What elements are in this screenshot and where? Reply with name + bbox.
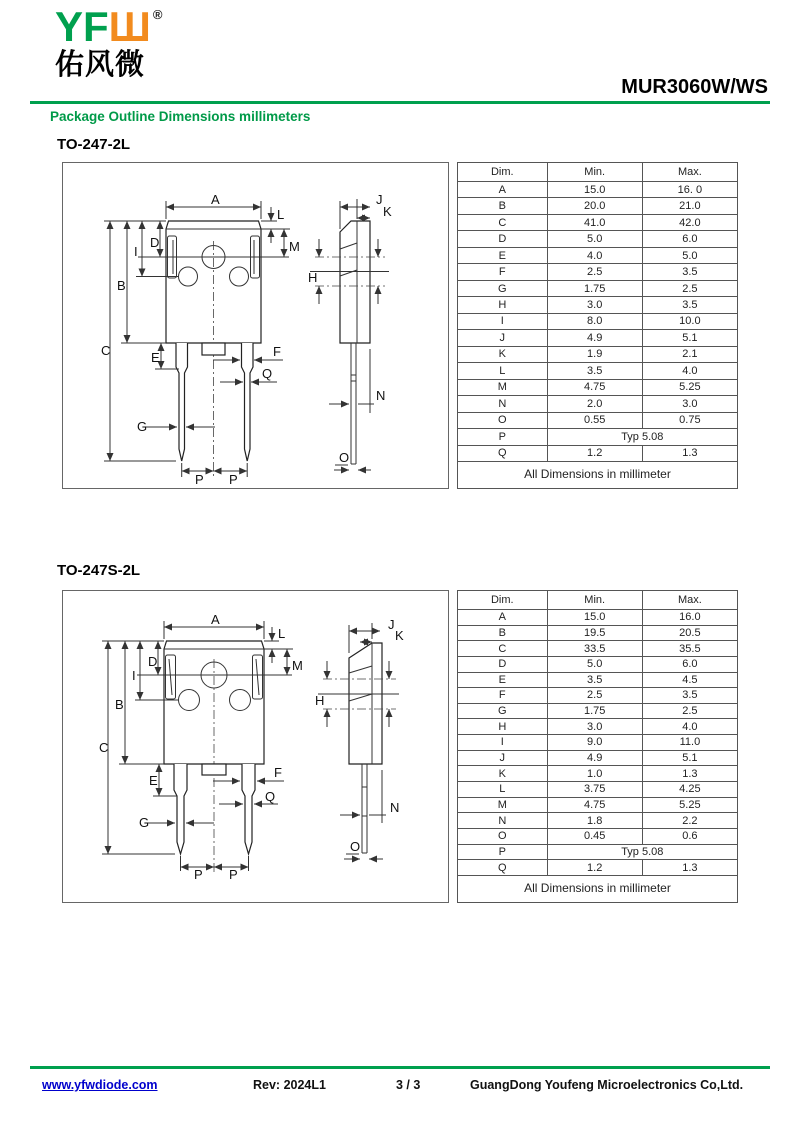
table-row xyxy=(458,828,738,844)
table-footer-row xyxy=(458,876,738,903)
table-cell: 0.75 xyxy=(642,412,737,428)
table-row xyxy=(458,672,738,688)
table-cell: 5.0 xyxy=(547,231,642,247)
table-row xyxy=(458,641,738,657)
table-header-row xyxy=(458,591,738,610)
dimension-letter: M xyxy=(292,658,303,673)
table-cell: G xyxy=(458,280,548,296)
table-footer-note: All Dimensions in millimeter xyxy=(458,876,738,903)
table-cell: 1.8 xyxy=(547,813,642,829)
table-cell: 4.0 xyxy=(642,363,737,379)
table-cell: 2.0 xyxy=(547,396,642,412)
table-cell: 3.5 xyxy=(642,688,737,704)
dimension-letter: A xyxy=(211,192,220,207)
dimension-letter: O xyxy=(339,450,350,465)
table-cell: 19.5 xyxy=(547,625,642,641)
table-cell: 1.2 xyxy=(547,860,642,876)
table-row xyxy=(458,247,738,263)
dimension-letter: K xyxy=(395,628,404,643)
front-view-drawing xyxy=(104,201,290,479)
dimension-letter: L xyxy=(278,626,286,641)
side-view-drawing xyxy=(310,199,389,470)
table-cell: 3.5 xyxy=(642,264,737,280)
dimension-letter: Q xyxy=(265,789,276,804)
table-cell: 3.75 xyxy=(547,782,642,798)
table-cell: 11.0 xyxy=(642,735,737,751)
table-row xyxy=(458,182,738,198)
table-row xyxy=(458,379,738,395)
table-cell: 2.5 xyxy=(642,280,737,296)
table-cell: 5.25 xyxy=(642,379,737,395)
table-cell: D xyxy=(458,231,548,247)
website-link[interactable]: www.yfwdiode.com xyxy=(42,1078,158,1092)
table-cell: 3.5 xyxy=(547,672,642,688)
table-cell: 3.0 xyxy=(642,396,737,412)
table-cell: 5.1 xyxy=(642,750,737,766)
table-cell: 3.0 xyxy=(547,297,642,313)
table-row xyxy=(458,297,738,313)
company-name: GuangDong Youfeng Microelectronics Co,Ltd. xyxy=(470,1078,744,1092)
table-cell: 0.45 xyxy=(547,828,642,844)
section-title-to-247s-2l: TO-247S-2L xyxy=(57,562,141,579)
table-cell: L xyxy=(458,363,548,379)
dimension-table xyxy=(457,590,738,903)
table-cell: H xyxy=(458,719,548,735)
table-header-row xyxy=(458,163,738,182)
col-header-min: Min. xyxy=(547,591,642,610)
dimension-letter: B xyxy=(117,278,126,293)
table-row xyxy=(458,445,738,462)
table-cell: D xyxy=(458,656,548,672)
table-row xyxy=(458,346,738,362)
dimension-letter: E xyxy=(151,350,160,365)
table-row xyxy=(458,198,738,214)
table-cell: J xyxy=(458,330,548,346)
table-cell: 4.5 xyxy=(642,672,737,688)
table-cell: 4.75 xyxy=(547,379,642,395)
table-cell: N xyxy=(458,396,548,412)
table-cell: 1.3 xyxy=(642,445,737,462)
table-cell: 1.75 xyxy=(547,280,642,296)
table-cell: 4.0 xyxy=(642,719,737,735)
table-cell: 2.5 xyxy=(547,264,642,280)
table-cell: Q xyxy=(458,445,548,462)
table-cell: B xyxy=(458,625,548,641)
table-cell: 4.25 xyxy=(642,782,737,798)
table-footer-row xyxy=(458,462,738,489)
dimension-letter: I xyxy=(134,244,138,259)
dimension-letter: B xyxy=(115,697,124,712)
drawing-box xyxy=(62,590,449,903)
dimension-letter: G xyxy=(139,815,150,830)
dimension-letter: I xyxy=(132,668,136,683)
header-divider xyxy=(30,101,770,104)
section-to-247s-2l xyxy=(62,590,738,903)
table-cell: 16. 0 xyxy=(642,182,737,198)
table-cell: 2.5 xyxy=(547,688,642,704)
dimension-letter: D xyxy=(148,654,158,669)
dimension-letter: H xyxy=(308,270,318,285)
table-cell: Typ 5.08 xyxy=(547,844,737,860)
col-header-max: Max. xyxy=(642,591,737,610)
table-cell: Typ 5.08 xyxy=(547,429,737,445)
dimension-letter: P xyxy=(229,472,238,487)
table-cell: L xyxy=(458,782,548,798)
table-footer-note: All Dimensions in millimeter xyxy=(458,462,738,489)
table-row xyxy=(458,860,738,876)
table-cell: P xyxy=(458,429,548,445)
table-cell: 4.75 xyxy=(547,797,642,813)
table-cell: 41.0 xyxy=(547,214,642,230)
table-cell: 4.9 xyxy=(547,330,642,346)
table-row xyxy=(458,797,738,813)
table-cell: Q xyxy=(458,860,548,876)
table-cell: 1.0 xyxy=(547,766,642,782)
table-cell: 33.5 xyxy=(547,641,642,657)
dimension-letter: O xyxy=(350,839,361,854)
package-outline-drawing xyxy=(63,591,448,902)
package-outline-drawing xyxy=(63,163,448,488)
table-cell: P xyxy=(458,844,548,860)
table-cell: E xyxy=(458,247,548,263)
dimension-letter: P xyxy=(195,472,204,487)
table-row xyxy=(458,703,738,719)
page-number: 3 / 3 xyxy=(396,1078,421,1092)
col-header-dim: Dim. xyxy=(458,163,548,182)
table-cell: 35.5 xyxy=(642,641,737,657)
table-cell: I xyxy=(458,735,548,751)
table-cell: F xyxy=(458,688,548,704)
table-cell: O xyxy=(458,828,548,844)
table-cell: 3.0 xyxy=(547,719,642,735)
table-cell: 1.3 xyxy=(642,860,737,876)
page-title: Package Outline Dimensions millimeters xyxy=(50,109,311,124)
logo-chinese-name: 佑风微 xyxy=(55,49,146,81)
part-number: MUR3060W/WS xyxy=(621,76,768,98)
dimension-letter: N xyxy=(390,800,400,815)
dimension-letter: C xyxy=(101,343,111,358)
revision-label: Rev: 2024L1 xyxy=(253,1078,326,1092)
table-cell: 6.0 xyxy=(642,231,737,247)
table-cell: A xyxy=(458,610,548,626)
table-row xyxy=(458,412,738,428)
table-cell: K xyxy=(458,766,548,782)
dimension-letter: P xyxy=(229,867,238,882)
table-cell: C xyxy=(458,641,548,657)
table-cell: B xyxy=(458,198,548,214)
table-cell: 5.1 xyxy=(642,330,737,346)
table-cell: 5.25 xyxy=(642,797,737,813)
table-cell: 6.0 xyxy=(642,656,737,672)
drawing-table-gap xyxy=(449,162,457,489)
dimension-letter: P xyxy=(194,867,203,882)
table-cell: 1.3 xyxy=(642,766,737,782)
table-cell: 10.0 xyxy=(642,313,737,329)
dimension-letter: Q xyxy=(262,366,273,381)
col-header-max: Max. xyxy=(642,163,737,182)
table-row xyxy=(458,264,738,280)
table-cell: O xyxy=(458,412,548,428)
table-row xyxy=(458,214,738,230)
table-row xyxy=(458,625,738,641)
dimension-letter: N xyxy=(376,388,386,403)
table-cell: 5.0 xyxy=(642,247,737,263)
table-cell: 1.9 xyxy=(547,346,642,362)
dimension-letter: A xyxy=(211,612,220,627)
table-cell: 0.6 xyxy=(642,828,737,844)
table-cell: 9.0 xyxy=(547,735,642,751)
logo-yf-text: YF xyxy=(55,3,109,50)
table-cell: G xyxy=(458,703,548,719)
logo-wordmark xyxy=(55,3,163,50)
table-cell: 4.9 xyxy=(547,750,642,766)
side-view-drawing xyxy=(318,623,399,859)
dimension-letter: J xyxy=(388,617,395,632)
dimension-letter: L xyxy=(277,207,285,222)
dimension-letter: C xyxy=(99,740,109,755)
registered-trademark-icon: ® xyxy=(152,7,163,22)
drawing-box xyxy=(62,162,449,489)
table-cell: 42.0 xyxy=(642,214,737,230)
table-row xyxy=(458,429,738,445)
table-cell: 15.0 xyxy=(547,610,642,626)
table-cell: K xyxy=(458,346,548,362)
drawing-table-gap xyxy=(449,590,457,903)
table-row xyxy=(458,750,738,766)
dimension-letter: F xyxy=(274,765,282,780)
dimension-letter: M xyxy=(289,239,300,254)
table-cell: C xyxy=(458,214,548,230)
table-cell: M xyxy=(458,379,548,395)
dimension-letter: H xyxy=(315,693,325,708)
table-row xyxy=(458,656,738,672)
table-cell: 2.2 xyxy=(642,813,737,829)
dimension-letter: F xyxy=(273,344,281,359)
table-cell: 2.5 xyxy=(642,703,737,719)
table-cell: 2.1 xyxy=(642,346,737,362)
table-cell: I xyxy=(458,313,548,329)
dimension-table-wrap xyxy=(457,162,738,489)
table-row xyxy=(458,844,738,860)
table-row xyxy=(458,719,738,735)
table-cell: F xyxy=(458,264,548,280)
dimension-letter: G xyxy=(137,419,148,434)
table-cell: 1.75 xyxy=(547,703,642,719)
footer-divider xyxy=(30,1066,770,1069)
table-row xyxy=(458,782,738,798)
table-cell: 21.0 xyxy=(642,198,737,214)
table-row xyxy=(458,280,738,296)
dimension-letter: D xyxy=(150,235,160,250)
table-cell: 0.55 xyxy=(547,412,642,428)
table-row xyxy=(458,330,738,346)
front-view-drawing xyxy=(102,621,293,875)
table-row xyxy=(458,688,738,704)
dimension-letter: E xyxy=(149,773,158,788)
dimension-letter: J xyxy=(376,192,383,207)
section-to-247-2l xyxy=(62,162,738,489)
table-cell: 4.0 xyxy=(547,247,642,263)
section-title-to-247-2l: TO-247-2L xyxy=(57,136,131,153)
table-cell: 8.0 xyxy=(547,313,642,329)
table-row xyxy=(458,766,738,782)
table-cell: 20.5 xyxy=(642,625,737,641)
dimension-table xyxy=(457,162,738,489)
table-row xyxy=(458,396,738,412)
table-cell: A xyxy=(458,182,548,198)
table-cell: E xyxy=(458,672,548,688)
company-logo xyxy=(55,3,163,81)
table-row xyxy=(458,813,738,829)
table-cell: 5.0 xyxy=(547,656,642,672)
table-cell: J xyxy=(458,750,548,766)
table-cell: 16.0 xyxy=(642,610,737,626)
table-row xyxy=(458,735,738,751)
col-header-dim: Dim. xyxy=(458,591,548,610)
table-row xyxy=(458,231,738,247)
dimension-letter: K xyxy=(383,204,392,219)
table-cell: 1.2 xyxy=(547,445,642,462)
table-row xyxy=(458,363,738,379)
table-cell: 3.5 xyxy=(642,297,737,313)
dimension-table-wrap xyxy=(457,590,738,903)
table-cell: 15.0 xyxy=(547,182,642,198)
table-row xyxy=(458,610,738,626)
table-cell: N xyxy=(458,813,548,829)
col-header-min: Min. xyxy=(547,163,642,182)
table-cell: 20.0 xyxy=(547,198,642,214)
table-cell: M xyxy=(458,797,548,813)
logo-w-glyph: Ш xyxy=(108,3,151,50)
table-row xyxy=(458,313,738,329)
table-cell: H xyxy=(458,297,548,313)
table-cell: 3.5 xyxy=(547,363,642,379)
